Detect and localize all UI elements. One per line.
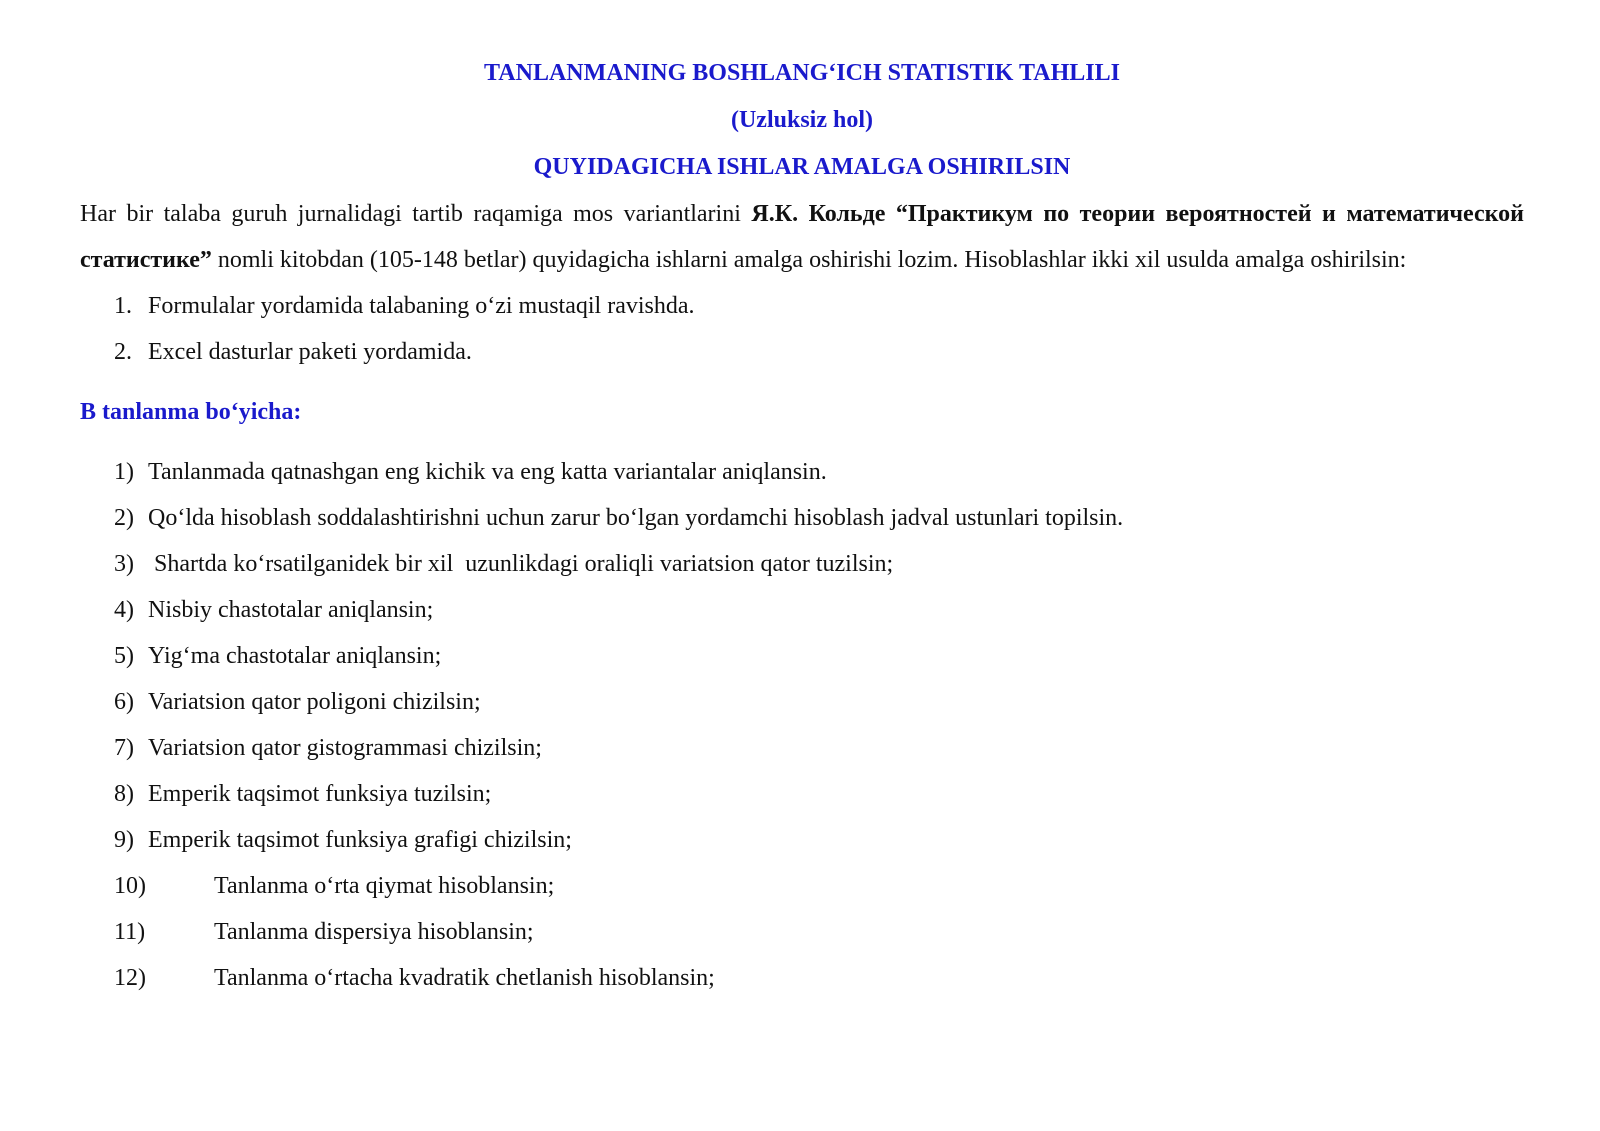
task-item: [114, 909, 1524, 955]
task-item: [114, 541, 1524, 587]
document-title: TANLANMANING BOSHLANG‘ICH STATISTIK TAHLILI: [484, 60, 1120, 86]
task-text: Emperik taqsimot funksiya tuzilsin;: [148, 781, 492, 807]
task-text: Variatsion qator gistogrammasi chizilsin;: [148, 735, 542, 761]
task-text: Qo‘lda hisoblash soddalashtirishni uchun zarur bo‘lgan yordamchi hisoblash jadval ustunlari topilsin.: [148, 505, 1124, 531]
task-item: [114, 495, 1524, 541]
task-item: [114, 725, 1524, 771]
task-item: [114, 771, 1524, 817]
task-text: Tanlanma o‘rtacha kvadratik chetlanish hisoblansin;: [214, 965, 715, 991]
task-text: Shartda ko‘rsatilganidek bir xil uzunlikdagi oraliqli variatsion qator tuzilsin;: [148, 551, 894, 577]
task-text: Emperik taqsimot funksiya grafigi chizilsin;: [148, 827, 572, 853]
task-item: [114, 817, 1524, 863]
intro-text-start: Har bir talaba guruh jurnalidagi tartib raqamiga mos variantlarini: [80, 201, 752, 227]
task-item: [114, 955, 1524, 1001]
task-item: [114, 633, 1524, 679]
task-text: Tanlanma dispersiya hisoblansin;: [214, 919, 534, 945]
task-number: 2): [114, 505, 134, 531]
method-number: 1.: [114, 293, 132, 319]
task-number: 5): [114, 643, 134, 669]
task-number: 3): [114, 551, 134, 577]
document-page: [80, 50, 1524, 1001]
task-number: 9): [114, 827, 134, 853]
section-title: B tanlanma bo‘yicha:: [80, 399, 302, 425]
intro-paragraph: [80, 191, 1524, 283]
task-text: Variatsion qator poligoni chizilsin;: [148, 689, 481, 715]
task-list: [80, 449, 1524, 1001]
task-number: 6): [114, 689, 134, 715]
method-number: 2.: [114, 339, 132, 365]
task-number: 11): [114, 919, 146, 945]
task-item: [114, 587, 1524, 633]
method-item: [114, 329, 1524, 375]
instruction-heading: QUYIDAGICHA ISHLAR AMALGA OSHIRILSIN: [533, 154, 1071, 180]
task-text: Tanlanmada qatnashgan eng kichik va eng katta variantalar aniqlansin.: [148, 459, 827, 485]
task-item: [114, 449, 1524, 495]
method-text: Formulalar yordamida talabaning o‘zi mustaqil ravishda.: [148, 293, 695, 319]
task-number: 8): [114, 781, 134, 807]
task-number: 4): [114, 597, 134, 623]
task-number: 7): [114, 735, 134, 761]
method-item: [114, 283, 1524, 329]
task-text: Nisbiy chastotalar aniqlansin;: [148, 597, 434, 623]
task-text: Yig‘ma chastotalar aniqlansin;: [148, 643, 442, 669]
task-text: Tanlanma o‘rta qiymat hisoblansin;: [214, 873, 555, 899]
intro-text-end: nomli kitobdan (105-148 betlar) quyidagicha ishlarni amalga oshirishi lozim. Hisoblashlar ikki xil usulda amalga oshirilsin:: [211, 247, 1407, 273]
document-subtitle: (Uzluksiz hol): [730, 107, 873, 133]
method-text: Excel dasturlar paketi yordamida.: [148, 339, 472, 365]
task-number: 1): [114, 459, 134, 485]
task-number: 12): [114, 965, 146, 991]
book-reference: Я.К. Кольде “Практикум по теории вероятностей и математической статистике”: [80, 201, 1524, 273]
task-number: 10): [114, 873, 146, 899]
method-list: [80, 283, 1524, 375]
task-item: [114, 679, 1524, 725]
task-item: [114, 863, 1524, 909]
